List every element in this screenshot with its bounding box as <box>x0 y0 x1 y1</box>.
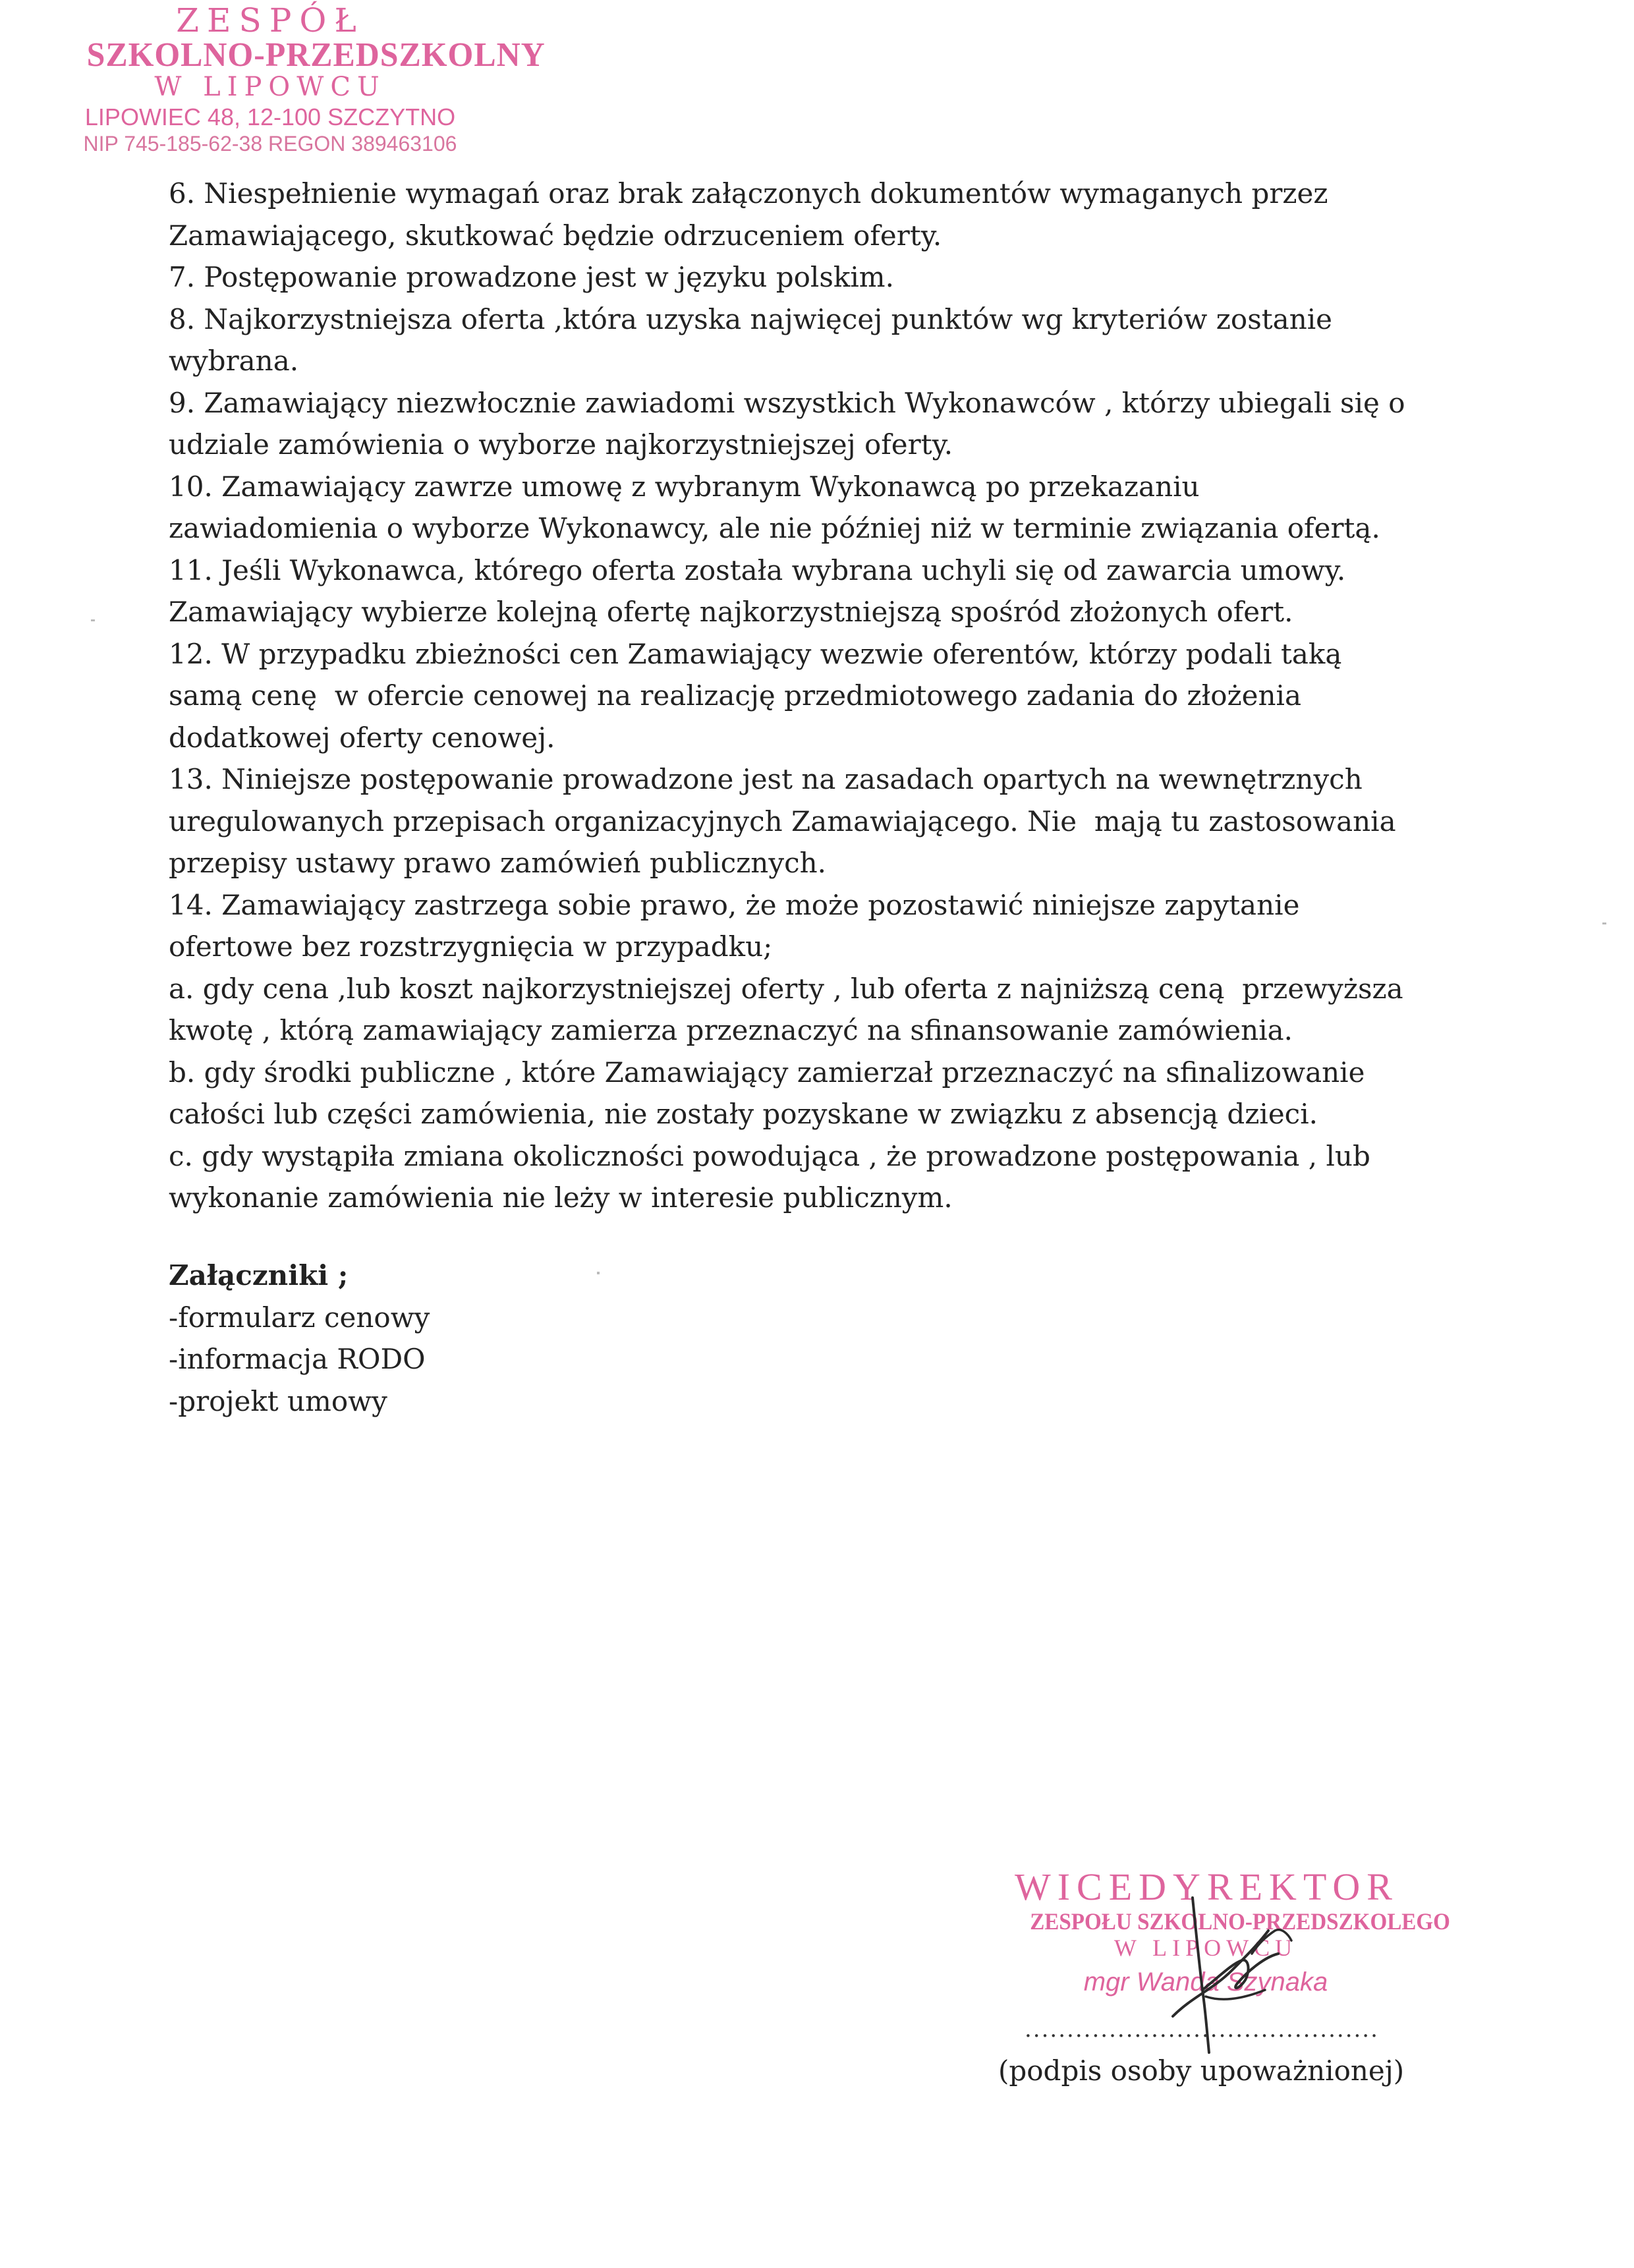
text-line: 6. Niespełnienie wymagań oraz brak załączonych dokumentów wymaganych przez <box>169 177 1328 210</box>
text-line: Zamawiający wybierze kolejną ofertę najkorzystniejszą spośród złożonych ofert. <box>169 596 1293 628</box>
text-line: przepisy ustawy prawo zamówień publicznych. <box>169 847 826 879</box>
attachments-heading: Załączniki ; <box>169 1259 349 1291</box>
stamp-line-town: W LIPOWCU <box>1113 1934 1298 1961</box>
document-body <box>169 173 1486 1219</box>
signature-caption: (podpis osoby upoważnionej) <box>998 2055 1405 2087</box>
text-line: 12. W przypadku zbieżności cen Zamawiający wezwie oferentów, którzy podali taką <box>169 637 1342 670</box>
stamp-line-address: LIPOWIEC 48, 12-100 SZCZYTNO <box>84 103 456 130</box>
stamp-line-zespol: ZESPÓŁ <box>176 1 364 40</box>
text-line: 7. Postępowanie prowadzone jest w języku polskim. <box>169 261 894 293</box>
text-line: zawiadomienia o wyborze Wykonawcy, ale nie później niż w terminie związania ofertą. <box>169 512 1380 544</box>
text-line: całości lub części zamówienia, nie zostały pozyskane w związku z absencją dzieci. <box>169 1098 1318 1130</box>
stamp-line-town: W LIPOWCU <box>154 72 386 102</box>
text-line: dodatkowej oferty cenowej. <box>169 721 555 754</box>
text-line: a. gdy cena ,lub koszt najkorzystniejszej oferty , lub oferta z najniższą ceną przewyższa <box>169 972 1403 1005</box>
stamp-line-nip-regon: NIP 745-185-62-38 REGON 389463106 <box>83 132 457 156</box>
text-line: uregulowanych przepisach organizacyjnych Zamawiającego. Nie mają tu zastosowania <box>169 805 1396 837</box>
text-line: wykonanie zamówienia nie leży w interesie publicznym. <box>169 1181 953 1214</box>
text-line: 8. Najkorzystniejsza oferta ,która uzyska najwięcej punktów wg kryteriów zostanie <box>169 302 1333 335</box>
attachment-item: -formularz cenowy <box>169 1301 430 1334</box>
text-line: 11. Jeśli Wykonawca, którego oferta została wybrana uchyli się od zawarcia umowy. <box>169 553 1346 586</box>
text-line: 13. Niniejsze postępowanie prowadzone jest na zasadach opartych na wewnętrznych <box>169 763 1363 795</box>
attachments-section <box>169 1255 430 1422</box>
text-line: 9. Zamawiający niezwłocznie zawiadomi wszystkich Wykonawców , którzy ubiegali się o <box>169 386 1405 419</box>
text-line: wybrana. <box>169 345 299 377</box>
text-line: 10. Zamawiający zawrze umowę z wybranym Wykonawcą po przekazaniu <box>169 470 1200 503</box>
text-line: Zamawiającego, skutkować będzie odrzuceniem oferty. <box>169 219 942 252</box>
text-line: c. gdy wystąpiła zmiana okoliczności powodująca , że prowadzone postępowania , lub <box>169 1139 1370 1172</box>
text-line: samą cenę w ofercie cenowej na realizację przedmiotowego zadania do złożenia <box>169 679 1302 712</box>
stamp-line-school-type: SZKOLNO-PRZEDSZKOLNY <box>86 36 546 74</box>
header-stamp <box>79 0 546 156</box>
text-line: ofertowe bez rozstrzygnięcia w przypadku; <box>169 930 773 963</box>
attachment-item: -informacja RODO <box>169 1343 426 1375</box>
text-line: b. gdy środki publiczne , które Zamawiający zamierzał przeznaczyć na sfinalizowanie <box>169 1056 1365 1089</box>
text-line: kwotę , którą zamawiający zamierza przeznaczyć na sfinansowanie zamówienia. <box>169 1014 1293 1046</box>
scan-speck <box>597 1272 600 1274</box>
attachment-item: -projekt umowy <box>169 1384 387 1417</box>
stamp-line-institution: ZESPOŁU SZKOLNO-PRZEDSZKOLEGO <box>1030 1908 1450 1935</box>
scan-speck <box>1602 922 1606 924</box>
signature-line: .......................................... <box>1025 2016 1379 2043</box>
text-line: udziale zamówienia o wyborze najkorzystniejszej oferty. <box>169 428 953 461</box>
stamp-line-title: WICEDYREKTOR <box>1015 1865 1399 1908</box>
scan-speck <box>91 619 95 621</box>
text-line: 14. Zamawiający zastrzega sobie prawo, że może pozostawić niniejsze zapytanie <box>169 888 1300 921</box>
stamp-line-name: mgr Wanda Szynaka <box>1083 1968 1328 1997</box>
